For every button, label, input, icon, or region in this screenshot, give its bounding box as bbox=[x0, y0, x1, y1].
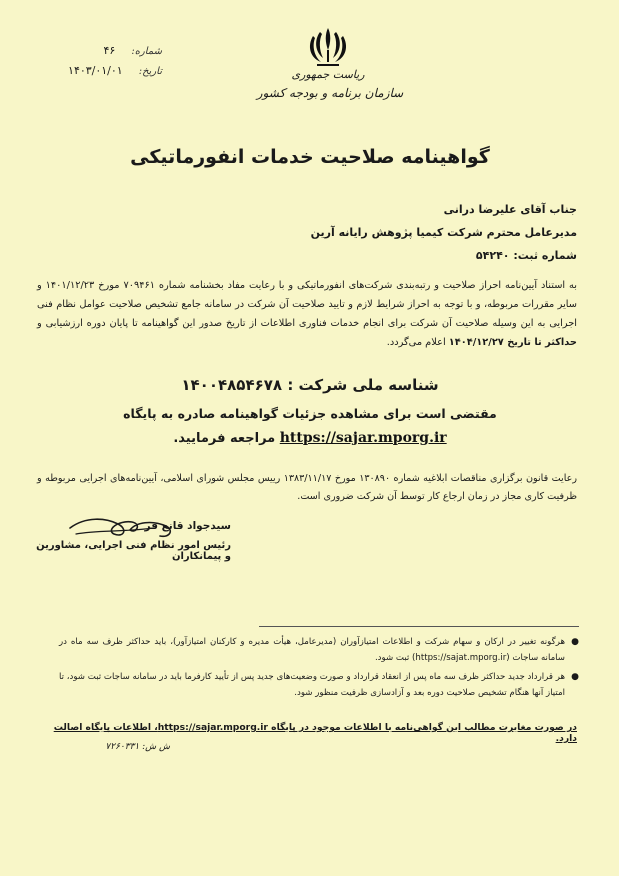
bullet-icon: ● bbox=[571, 672, 579, 682]
addressee-block bbox=[37, 198, 577, 267]
sajar-link[interactable]: https://sajar.mporg.ir bbox=[279, 430, 447, 446]
issuer-organization: سازمان برنامه و بودجه کشور bbox=[256, 86, 404, 100]
number-label: شماره: bbox=[131, 46, 162, 57]
number-value: ۴۶ bbox=[103, 44, 116, 57]
registration-label: شماره ثبت: bbox=[513, 249, 577, 262]
signer-title: رئیس امور نظام فنی اجرایی، مشاورین و پیمانکاران bbox=[36, 540, 231, 562]
bullet-icon: ● bbox=[571, 637, 579, 647]
refer-suffix: مراجعه فرمایید. bbox=[173, 431, 276, 446]
registration-value: ۵۴۲۴۰ bbox=[475, 249, 510, 262]
certificate-title: گواهینامه صلاحیت خدمات انفورماتیکی bbox=[130, 146, 490, 168]
addressee-position: مدیرعامل محترم شرکت کیمیا پژوهش رایانه آرین bbox=[310, 226, 577, 239]
notes-divider bbox=[259, 626, 579, 627]
date-label: تاریخ: bbox=[138, 66, 162, 77]
national-id bbox=[60, 376, 560, 394]
signer-name: سیدجواد قانع فر bbox=[144, 520, 231, 532]
authenticity-note: در صورت مغایرت مطالب این گواهی‌نامه با اطلاعات موجود در پایگاه https://sajar.mporg.ir، اطلاعات پایگاه اصالت دارد. bbox=[53, 722, 577, 744]
validity-date: حداکثر تا تاریخ ۱۴۰۴/۱۲/۲۷ bbox=[448, 337, 577, 348]
national-id-value: ۱۴۰۰۴۸۵۴۶۷۸ bbox=[181, 376, 283, 394]
emblem-icon bbox=[303, 24, 353, 68]
law-paragraph: رعایت قانون برگزاری مناقصات ابلاغیه شماره ۱۳۰۸۹۰ مورخ ۱۳۸۳/۱۱/۱۷ رییس مجلس شورای اسلامی، آیین‌نامه‌های اجرایی مربوطه و ظرفیت کاری مجاز در زمان ارجاع کار توسط آن شرکت ضروری است. bbox=[37, 473, 577, 502]
certificate-body bbox=[37, 276, 577, 352]
note-item bbox=[59, 669, 579, 701]
date-row bbox=[22, 64, 162, 84]
issuer-presidency: ریاست جمهوری bbox=[291, 68, 365, 81]
number-row bbox=[22, 44, 162, 64]
body-ending: اعلام می‌گردد. bbox=[386, 337, 446, 348]
addressee-name: جناب آقای علیرضا درانی bbox=[443, 203, 577, 216]
note-item bbox=[59, 634, 579, 666]
national-id-label: شناسه ملی شرکت : bbox=[287, 376, 439, 394]
note-text: هرگونه تغییر در ارکان و سهام شرکت و اطلاعات امتیازآوران (مدیرعامل، هیأت مدیره و کارکنان امتیازآور)، باید حداکثر ظرف سه ماه در سامانه ساجات (https://sajat.mporg.ir) ثبت شود. bbox=[59, 637, 565, 663]
note-text: هر قرارداد جدید حداکثر ظرف سه ماه پس از انعقاد قرارداد و صورت وضعیت‌های جدید پس از تأیید کارفرما باید در سامانه ساجات ثبت شود، تا امتیاز آنها هنگام تشخیص صلاحیت دوره بعد و آزادسازی ظرفیت منظور شود. bbox=[59, 672, 565, 698]
notes-list bbox=[59, 634, 579, 704]
date-value: ۱۴۰۳/۰۱/۰۱ bbox=[68, 64, 123, 77]
registration-number bbox=[37, 244, 577, 267]
document-meta bbox=[22, 44, 162, 84]
tracking-code: ش ش: ۷۲۶۰۳۳۱ bbox=[105, 742, 170, 752]
refer-line bbox=[60, 430, 560, 446]
view-details-text: مقتضی است برای مشاهده جزئیات گواهینامه صادره به پایگاه bbox=[123, 406, 497, 421]
body-text: به استناد آیین‌نامه احراز صلاحیت و رتبه‌بندی شرکت‌های انفورماتیکی و با رعایت مفاد بخشنامه شماره ۷۰۹۴۶۱ مورخ ۱۴۰۱/۱۲/۲۳ و سایر مقررات مربوطه، و با توجه به احراز شرایط لازم و تایید صلاحیت آن شرکت در سامانه جامع تشخیص صلاحیت عوامل نظام فنی اجرایی به این وسیله صلاحیت آن شرکت برای انجام خدمات فناوری اطلاعات از تاریخ صدور این گواهینامه تا پایان دوره ارزشیابی و bbox=[37, 280, 577, 329]
